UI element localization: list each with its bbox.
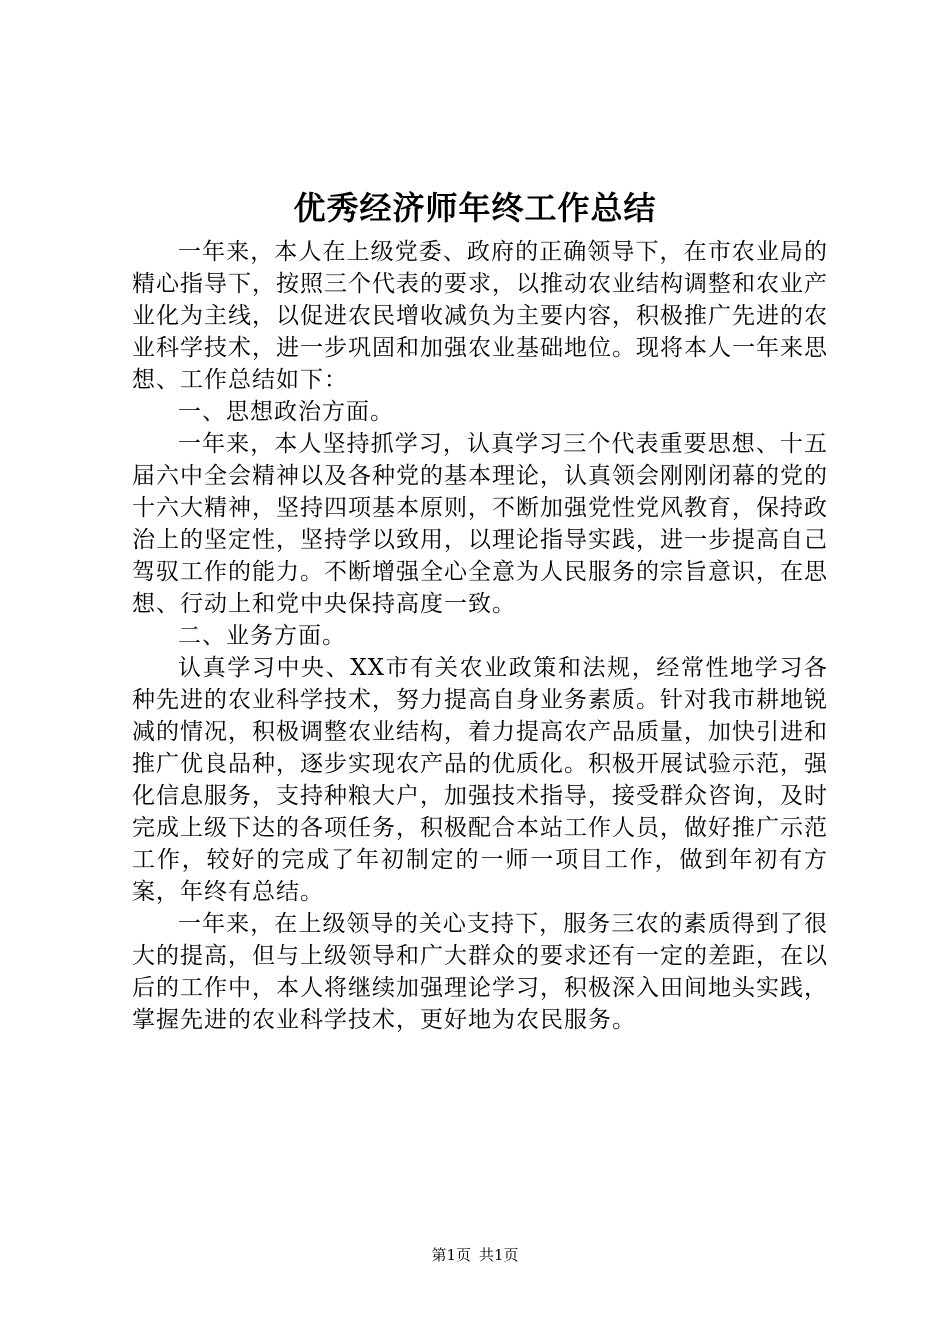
paragraph-intro: 一年来，本人在上级党委、政府的正确领导下，在市农业局的精心指导下，按照三个代表的要求，以推动农业结构调整和农业产业化为主线，以促进农民增收减负为主要内容，积极推广先进的农业科学技术，进一步巩固和加强农业基础地位。现将本人一年来思想、工作总结如下：	[132, 239, 828, 393]
paragraph-business: 认真学习中央、XX市有关农业政策和法规，经常性地学习各种先进的农业科学技术，努力提高自身业务素质。针对我市耕地锐减的情况，积极调整农业结构，着力提高农产品质量，加快引进和推广优良品种，逐步实现农产品的优质化。积极开展试验示范，强化信息服务，支持种粮大户，加强技术指导，接受群众咨询，及时完成上级下达的各项任务，积极配合本站工作人员，做好推广示范工作，较好的完成了年初制定的一师一项目工作，做到年初有方案，年终有总结。	[132, 655, 828, 905]
page-number: 第1页	[431, 1246, 471, 1264]
page-total: 共1页	[479, 1246, 519, 1264]
section-heading-ideology: 一、思想政治方面。	[178, 399, 394, 425]
paragraph-ideology: 一年来，本人坚持抓学习，认真学习三个代表重要思想、十五届六中全会精神以及各种党的基本理论，认真领会刚刚闭幕的党的十六大精神，坚持四项基本原则，不断加强党性党风教育，保持政治上的坚定性，坚持学以致用，以理论指导实践，进一步提高自己驾驭工作的能力。不断增强全心全意为人民服务的宗旨意识，在思想、行动上和党中央保持高度一致。	[132, 431, 828, 617]
document-body	[132, 236, 828, 1036]
page-footer	[0, 1244, 950, 1266]
document-title: 优秀经济师年终工作总结	[293, 189, 657, 227]
section-heading-business: 二、业务方面。	[178, 623, 346, 649]
paragraph-conclusion: 一年来，在上级领导的关心支持下，服务三农的素质得到了很大的提高，但与上级领导和广大群众的要求还有一定的差距，在以后的工作中，本人将继续加强理论学习，积极深入田间地头实践，掌握先进的农业科学技术，更好地为农民服务。	[132, 911, 828, 1033]
